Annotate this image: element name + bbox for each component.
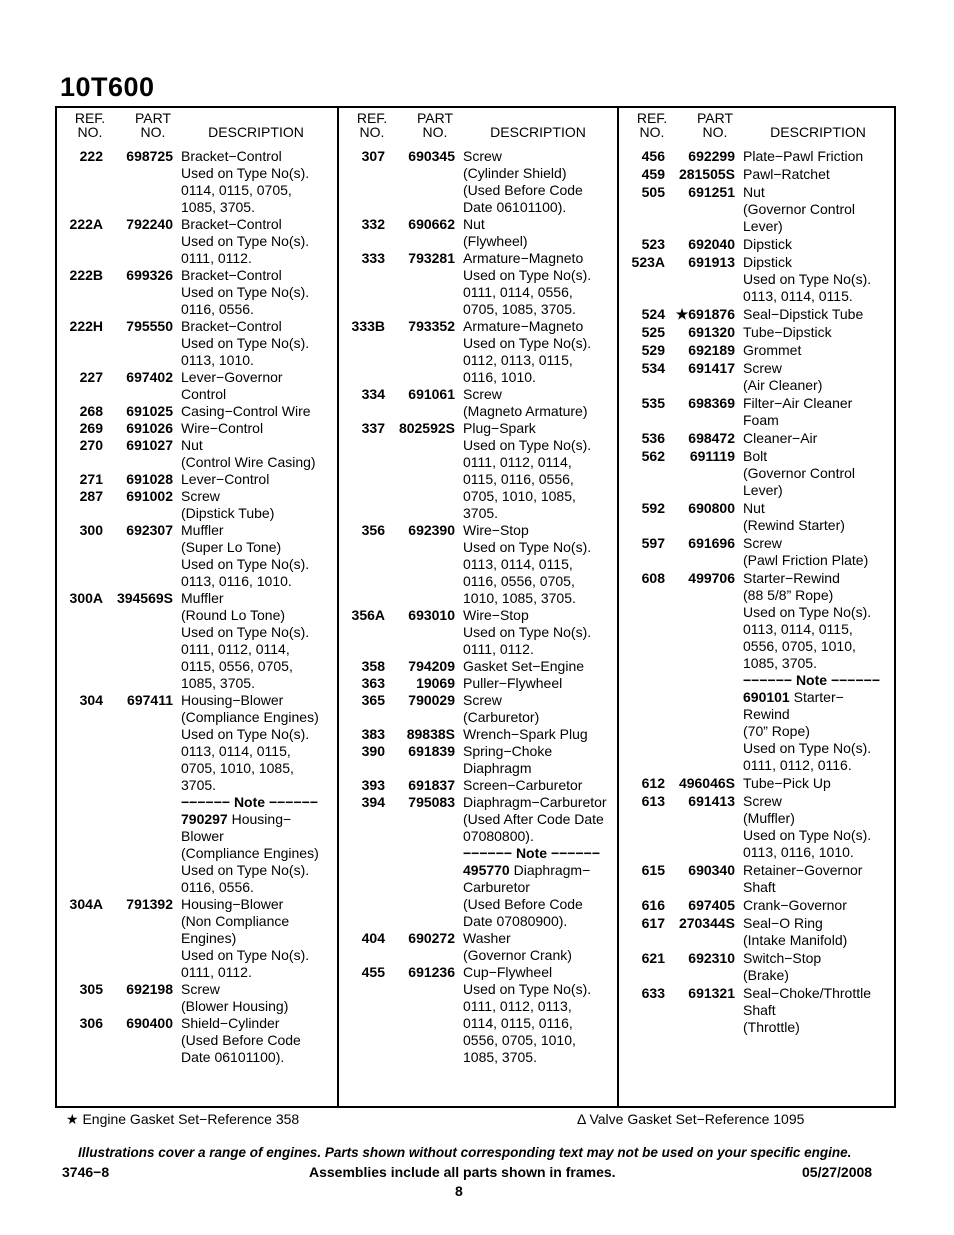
table-row bbox=[339, 386, 619, 420]
part-description: Plate−Pawl Friction bbox=[743, 148, 864, 164]
ref-number: 534 bbox=[641, 360, 665, 376]
note-divider: −−−−−− Note −−−−−− bbox=[181, 794, 318, 810]
part-description: Spring−Choke Diaphragm bbox=[463, 743, 553, 776]
table-row bbox=[619, 360, 899, 394]
table-row bbox=[619, 950, 899, 984]
parts-column-2 bbox=[337, 108, 619, 1106]
table-row bbox=[339, 794, 619, 930]
part-description: Tube−Pick Up bbox=[743, 775, 831, 791]
ref-number: 383 bbox=[361, 726, 385, 742]
part-number: 691837 bbox=[408, 777, 455, 793]
part-number: 795083 bbox=[408, 794, 455, 810]
part-description: Tube−Dipstick bbox=[743, 324, 832, 340]
table-row bbox=[619, 793, 899, 861]
part-description: Dipstick Used on Type No(s). 0113, 0114, 0115. bbox=[743, 254, 872, 304]
part-description: Pawl−Ratchet bbox=[743, 166, 830, 182]
part-description: Nut (Governor Control Lever) bbox=[743, 184, 856, 234]
note-divider: −−−−−− Note −−−−−− bbox=[463, 845, 600, 861]
note-description bbox=[743, 689, 899, 774]
table-row bbox=[339, 675, 619, 692]
ref-number: 390 bbox=[361, 743, 385, 759]
table-row bbox=[339, 658, 619, 675]
part-description: Retainer−Governor Shaft bbox=[743, 862, 863, 895]
table-row bbox=[339, 964, 619, 1066]
part-number: 394569S bbox=[116, 590, 173, 606]
note-divider: −−−−−− Note −−−−−− bbox=[743, 672, 880, 688]
table-row bbox=[57, 488, 337, 522]
part-description: Screw (Carburetor) bbox=[463, 692, 540, 725]
part-description: Lever−Governor Control bbox=[181, 369, 283, 402]
ref-number: 356A bbox=[351, 607, 385, 623]
parts-column-1 bbox=[57, 108, 337, 1106]
ref-number: 222 bbox=[79, 148, 103, 164]
table-row bbox=[57, 148, 337, 216]
ref-number: 455 bbox=[361, 964, 385, 980]
ref-number: 287 bbox=[79, 488, 103, 504]
header-ref-no: REF. NO. bbox=[636, 110, 668, 140]
note-part-number: 790297 bbox=[181, 811, 228, 827]
column-header bbox=[339, 108, 619, 142]
table-row bbox=[619, 500, 899, 534]
part-number: 691061 bbox=[408, 386, 455, 402]
note-part-number: 495770 bbox=[463, 862, 510, 878]
part-number: 794209 bbox=[408, 658, 455, 674]
part-number: 690800 bbox=[688, 500, 735, 516]
ref-number: 505 bbox=[641, 184, 665, 200]
part-description: Grommet bbox=[743, 342, 802, 358]
table-row bbox=[619, 236, 899, 253]
part-number: 690345 bbox=[408, 148, 455, 164]
header-ref-no: REF. NO. bbox=[74, 110, 106, 140]
part-description: Screw (Blower Housing) bbox=[181, 981, 289, 1014]
part-description: Washer (Governor Crank) bbox=[463, 930, 572, 963]
note-part-number: 690101 bbox=[743, 689, 790, 705]
table-row bbox=[619, 897, 899, 914]
part-description: Plug−Spark Used on Type No(s). 0111, 0112, 0114, 0115, 0116, 0556, 0705, 1010, 1085, 3705. bbox=[463, 420, 592, 521]
part-description: Wire−Control bbox=[181, 420, 264, 436]
ref-number: 222A bbox=[69, 216, 103, 232]
ref-number: 459 bbox=[641, 166, 665, 182]
footer-assemblies-note: Assemblies include all parts shown in frames. bbox=[309, 1164, 616, 1180]
part-description: Bracket−Control Used on Type No(s). 0111, 0112. bbox=[181, 216, 310, 266]
part-description: Nut (Rewind Starter) bbox=[743, 500, 845, 533]
part-description: Housing−Blower (Non Compliance Engines) Used on Type No(s). 0111, 0112. bbox=[181, 896, 310, 980]
part-description: Casing−Control Wire bbox=[181, 403, 311, 419]
ref-number: 562 bbox=[641, 448, 665, 464]
part-number: 692189 bbox=[688, 342, 735, 358]
part-number: 699326 bbox=[126, 267, 173, 283]
part-number: 790029 bbox=[408, 692, 455, 708]
table-row bbox=[57, 522, 337, 590]
ref-number: 268 bbox=[79, 403, 103, 419]
part-description: Dipstick bbox=[743, 236, 793, 252]
part-number: 691417 bbox=[688, 360, 735, 376]
footer-doc-number: 3746−8 bbox=[62, 1164, 110, 1180]
part-number: 19069 bbox=[416, 675, 455, 691]
part-number: 691025 bbox=[126, 403, 173, 419]
table-row bbox=[339, 522, 619, 607]
part-description: Seal−Dipstick Tube bbox=[743, 306, 864, 322]
ref-number: 337 bbox=[361, 420, 385, 436]
parts-column-3 bbox=[617, 108, 899, 1106]
part-number: 691913 bbox=[688, 254, 735, 270]
part-number: 496046S bbox=[678, 775, 735, 791]
table-row bbox=[57, 692, 337, 896]
table-row bbox=[619, 324, 899, 341]
part-number: 692198 bbox=[126, 981, 173, 997]
part-number: 690400 bbox=[126, 1015, 173, 1031]
table-row bbox=[339, 692, 619, 726]
ref-number: 305 bbox=[79, 981, 103, 997]
column-body bbox=[339, 148, 619, 1066]
table-row bbox=[57, 471, 337, 488]
table-row bbox=[57, 981, 337, 1015]
part-number: 691321 bbox=[688, 985, 735, 1001]
part-description: Cleaner−Air bbox=[743, 430, 818, 446]
table-row bbox=[339, 216, 619, 250]
part-description: Nut (Flywheel) bbox=[463, 216, 528, 249]
ref-number: 621 bbox=[641, 950, 665, 966]
part-number: 692307 bbox=[126, 522, 173, 538]
part-description: Screw (Cylinder Shield) (Used Before Code Date 06101100). bbox=[463, 148, 583, 215]
part-number: 690662 bbox=[408, 216, 455, 232]
ref-number: 525 bbox=[641, 324, 665, 340]
page-title: 10T600 bbox=[60, 72, 155, 102]
part-number: 89838S bbox=[406, 726, 455, 742]
table-row bbox=[339, 250, 619, 318]
table-row bbox=[339, 777, 619, 794]
footer-date: 05/27/2008 bbox=[802, 1164, 873, 1180]
table-row bbox=[619, 342, 899, 359]
table-row bbox=[619, 306, 899, 323]
part-description: Armature−Magneto Used on Type No(s). 0112, 0113, 0115, 0116, 1010. bbox=[463, 318, 592, 385]
footer-disclaimer: Illustrations cover a range of engines. Parts shown without corresponding text may not be used on your specific engine. bbox=[78, 1145, 852, 1160]
part-number: 691027 bbox=[126, 437, 173, 453]
table-row bbox=[339, 318, 619, 386]
table-row bbox=[619, 254, 899, 305]
part-description: Bolt (Governor Control Lever) bbox=[743, 448, 856, 498]
part-number: 791392 bbox=[126, 896, 173, 912]
table-row bbox=[339, 930, 619, 964]
ref-number: 633 bbox=[641, 985, 665, 1001]
note-description bbox=[463, 862, 619, 930]
part-description: Housing−Blower (Compliance Engines) Used on Type No(s). 0113, 0114, 0115, 0705, 1010, 1085, 3705. bbox=[181, 692, 319, 793]
ref-number: 304 bbox=[79, 692, 103, 708]
part-description: Puller−Flywheel bbox=[463, 675, 563, 691]
note-text: Starter− Rewind (70” Rope) Used on Type No(s). 0111, 0112, 0116. bbox=[743, 689, 872, 773]
ref-number: 529 bbox=[641, 342, 665, 358]
table-row bbox=[619, 985, 899, 1036]
part-description: Screw (Magneto Armature) bbox=[463, 386, 588, 419]
ref-number: 306 bbox=[79, 1015, 103, 1031]
table-row bbox=[619, 430, 899, 447]
table-row bbox=[57, 216, 337, 267]
part-description: Wire−Stop Used on Type No(s). 0111, 0112. bbox=[463, 607, 592, 657]
part-description: Seal−Choke/Throttle Shaft (Throttle) bbox=[743, 985, 872, 1035]
ref-number: 456 bbox=[641, 148, 665, 164]
part-description: Wrench−Spark Plug bbox=[463, 726, 588, 742]
header-part-no: PART NO. bbox=[696, 110, 734, 140]
part-number: 697411 bbox=[127, 692, 173, 708]
part-description: Screw (Pawl Friction Plate) bbox=[743, 535, 869, 568]
part-number: 691028 bbox=[126, 471, 173, 487]
part-number: 690272 bbox=[408, 930, 455, 946]
ref-number: 222B bbox=[69, 267, 103, 283]
part-description: Gasket Set−Engine bbox=[463, 658, 585, 674]
table-row bbox=[619, 148, 899, 165]
table-row bbox=[619, 862, 899, 896]
part-description: Muffler (Super Lo Tone) Used on Type No(s). 0113, 0116, 1010. bbox=[181, 522, 310, 589]
table-row bbox=[57, 318, 337, 369]
part-number: 698725 bbox=[126, 148, 173, 164]
ref-number: 332 bbox=[361, 216, 385, 232]
ref-number: 535 bbox=[641, 395, 665, 411]
parts-table bbox=[55, 106, 896, 1108]
table-row bbox=[57, 420, 337, 437]
part-description: Lever−Control bbox=[181, 471, 270, 487]
part-number: 691839 bbox=[408, 743, 455, 759]
ref-number: 300A bbox=[69, 590, 103, 606]
ref-number: 523A bbox=[631, 254, 665, 270]
part-number: 691413 bbox=[688, 793, 735, 809]
page-number: 8 bbox=[455, 1183, 463, 1199]
ref-number: 304A bbox=[69, 896, 103, 912]
column-header bbox=[57, 108, 337, 142]
table-row bbox=[339, 726, 619, 743]
table-row bbox=[339, 743, 619, 777]
part-description: Seal−O Ring (Intake Manifold) bbox=[743, 915, 848, 948]
part-description: Shield−Cylinder (Used Before Code Date 06101100). bbox=[181, 1015, 301, 1065]
legend-engine-gasket: ★ Engine Gasket Set−Reference 358 bbox=[66, 1111, 300, 1127]
part-number: 697402 bbox=[126, 369, 173, 385]
part-number: 698369 bbox=[688, 395, 735, 411]
ref-number: 333B bbox=[351, 318, 385, 334]
legend-valve-gasket: Δ Valve Gasket Set−Reference 1095 bbox=[577, 1111, 805, 1127]
part-number: 692299 bbox=[688, 148, 735, 164]
table-row bbox=[57, 403, 337, 420]
ref-number: 394 bbox=[361, 794, 385, 810]
part-number: 691119 bbox=[689, 448, 735, 464]
header-ref-no: REF. NO. bbox=[356, 110, 388, 140]
ref-number: 592 bbox=[641, 500, 665, 516]
table-row bbox=[619, 395, 899, 429]
part-description: Crank−Governor bbox=[743, 897, 847, 913]
part-description: Bracket−Control Used on Type No(s). 0116, 0556. bbox=[181, 267, 310, 317]
ref-number: 227 bbox=[79, 369, 103, 385]
ref-number: 536 bbox=[641, 430, 665, 446]
ref-number: 271 bbox=[79, 471, 103, 487]
header-part-no: PART NO. bbox=[416, 110, 454, 140]
part-description: Bracket−Control Used on Type No(s). 0114, 0115, 0705, 1085, 3705. bbox=[181, 148, 310, 215]
table-row bbox=[339, 420, 619, 522]
ref-number: 300 bbox=[79, 522, 103, 538]
part-number: 270344S bbox=[678, 915, 735, 931]
ref-number: 393 bbox=[361, 777, 385, 793]
ref-number: 613 bbox=[641, 793, 665, 809]
part-description: Diaphragm−Carburetor (Used After Code Date 07080800). bbox=[463, 794, 607, 844]
header-description: DESCRIPTION bbox=[490, 124, 586, 140]
note-description bbox=[181, 811, 337, 896]
part-number: 792240 bbox=[126, 216, 173, 232]
part-number: 281505S bbox=[678, 166, 735, 182]
part-number: 802592S bbox=[398, 420, 455, 436]
ref-number: 524 bbox=[641, 306, 665, 322]
part-description: Switch−Stop (Brake) bbox=[743, 950, 822, 983]
part-number: 499706 bbox=[688, 570, 735, 586]
ref-number: 616 bbox=[641, 897, 665, 913]
part-number: 793281 bbox=[408, 250, 455, 266]
table-row bbox=[619, 915, 899, 949]
table-row bbox=[57, 1015, 337, 1066]
part-number: 691026 bbox=[126, 420, 173, 436]
ref-number: 334 bbox=[361, 386, 385, 402]
table-row bbox=[339, 607, 619, 658]
ref-number: 608 bbox=[641, 570, 665, 586]
table-row bbox=[619, 166, 899, 183]
note-text: Diaphragm− Carburetor (Used Before Code Date 07080900). bbox=[463, 862, 591, 929]
part-number: 697405 bbox=[688, 897, 735, 913]
part-description: Cup−Flywheel Used on Type No(s). 0111, 0112, 0113, 0114, 0115, 0116, 0556, 0705, 1010, 1085, 3705. bbox=[463, 964, 592, 1065]
table-row bbox=[57, 437, 337, 471]
part-number: 691002 bbox=[126, 488, 173, 504]
table-row bbox=[619, 570, 899, 774]
ref-number: 612 bbox=[641, 775, 665, 791]
part-number: 691320 bbox=[688, 324, 735, 340]
ref-number: 333 bbox=[361, 250, 385, 266]
part-number: ★691876 bbox=[675, 306, 735, 322]
part-description: Muffler (Round Lo Tone) Used on Type No(s). 0111, 0112, 0114, 0115, 0556, 0705, 1085, 3705. bbox=[181, 590, 310, 691]
part-description: Nut (Control Wire Casing) bbox=[181, 437, 316, 470]
column-header bbox=[619, 108, 899, 142]
header-description: DESCRIPTION bbox=[208, 124, 304, 140]
table-row bbox=[619, 775, 899, 792]
note-text: Housing− Blower (Compliance Engines) Used on Type No(s). 0116, 0556. bbox=[181, 811, 319, 895]
table-row bbox=[619, 184, 899, 235]
table-row bbox=[619, 535, 899, 569]
table-row bbox=[619, 448, 899, 499]
part-description: Screw (Muffler) Used on Type No(s). 0113, 0116, 1010. bbox=[743, 793, 872, 860]
table-row bbox=[57, 896, 337, 981]
part-number: 795550 bbox=[126, 318, 173, 334]
ref-number: 270 bbox=[79, 437, 103, 453]
part-description: Screw (Air Cleaner) bbox=[743, 360, 823, 393]
part-number: 691696 bbox=[688, 535, 735, 551]
table-row bbox=[57, 369, 337, 403]
part-number: 698472 bbox=[688, 430, 735, 446]
part-number: 793352 bbox=[408, 318, 455, 334]
ref-number: 617 bbox=[641, 915, 665, 931]
ref-number: 404 bbox=[361, 930, 385, 946]
part-number: 691251 bbox=[688, 184, 735, 200]
ref-number: 365 bbox=[361, 692, 385, 708]
part-number: 691236 bbox=[408, 964, 455, 980]
part-description: Armature−Magneto Used on Type No(s). 0111, 0114, 0556, 0705, 1085, 3705. bbox=[463, 250, 592, 317]
table-row bbox=[57, 590, 337, 692]
part-number: 693010 bbox=[408, 607, 455, 623]
part-number: 692310 bbox=[688, 950, 735, 966]
part-description: Screen−Carburetor bbox=[463, 777, 583, 793]
part-number: 690340 bbox=[688, 862, 735, 878]
part-description: Screw (Dipstick Tube) bbox=[181, 488, 275, 521]
ref-number: 358 bbox=[361, 658, 385, 674]
part-description: Wire−Stop Used on Type No(s). 0113, 0114, 0115, 0116, 0556, 0705, 1010, 1085, 3705. bbox=[463, 522, 592, 606]
ref-number: 363 bbox=[361, 675, 385, 691]
header-part-no: PART NO. bbox=[134, 110, 172, 140]
header-description: DESCRIPTION bbox=[770, 124, 866, 140]
ref-number: 597 bbox=[641, 535, 665, 551]
table-row bbox=[339, 148, 619, 216]
ref-number: 222H bbox=[69, 318, 103, 334]
part-number: 692040 bbox=[688, 236, 735, 252]
ref-number: 307 bbox=[361, 148, 385, 164]
ref-number: 356 bbox=[361, 522, 385, 538]
part-number: 692390 bbox=[408, 522, 455, 538]
table-row bbox=[57, 267, 337, 318]
ref-number: 615 bbox=[641, 862, 665, 878]
part-description: Starter−Rewind (88 5/8” Rope) Used on Type No(s). 0113, 0114, 0115, 0556, 0705, 1010, 1085, 3705. bbox=[743, 570, 872, 671]
column-body bbox=[619, 148, 899, 1037]
ref-number: 523 bbox=[641, 236, 665, 252]
part-description: Filter−Air Cleaner Foam bbox=[743, 395, 853, 428]
ref-number: 269 bbox=[79, 420, 103, 436]
column-body bbox=[57, 148, 337, 1066]
part-description: Bracket−Control Used on Type No(s). 0113, 1010. bbox=[181, 318, 310, 368]
